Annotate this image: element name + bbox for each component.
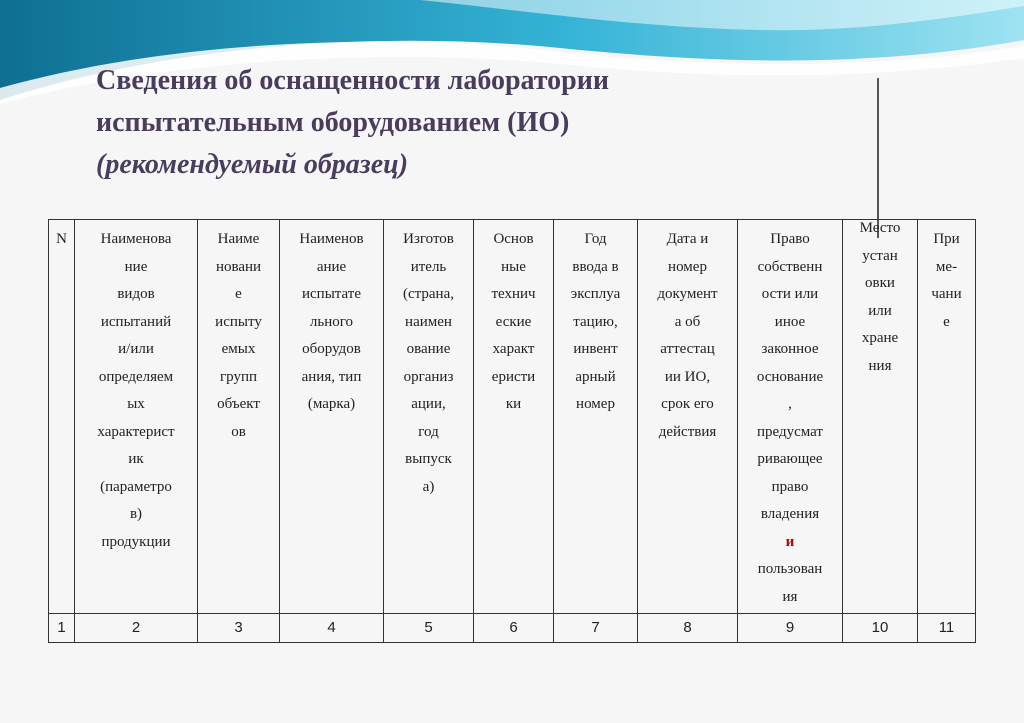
header-line: ик (128, 451, 144, 467)
header-line: еские (495, 313, 532, 330)
header-line: номер (576, 396, 615, 412)
header-text-5 (387, 226, 470, 501)
header-line: характ (492, 341, 535, 357)
header-line: Наиме (217, 231, 260, 247)
number-cell-2: 2 (75, 614, 198, 643)
header-line: технич (491, 286, 536, 302)
header-line: Место (859, 220, 901, 236)
header-cell-6 (474, 220, 554, 614)
header-line: ки (505, 396, 522, 412)
header-line: устан (862, 247, 898, 264)
number-cell-5: 5 (384, 614, 474, 643)
number-cell-3: 3 (198, 614, 280, 643)
header-line: и/или (118, 341, 154, 357)
header-text-1 (52, 226, 71, 254)
header-line: N (56, 231, 67, 247)
header-line: Основ (493, 231, 534, 247)
header-text-4 (283, 226, 380, 419)
header-line: (марка) (307, 396, 356, 412)
header-line: испытаний (100, 313, 172, 330)
header-line: действия (658, 423, 717, 440)
title-line-1: Сведения об оснащенности лаборатории (96, 65, 610, 96)
header-line: срок его (661, 396, 714, 412)
header-line: ния (868, 357, 892, 374)
header-cell-7 (554, 220, 638, 614)
header-cell-5 (384, 220, 474, 614)
header-line: оборудов (302, 341, 361, 357)
header-line: ние (124, 258, 148, 275)
header-text-6 (477, 226, 550, 419)
header-line: хране (861, 330, 899, 346)
header-line: Изготов (403, 231, 454, 247)
equipment-table (48, 219, 976, 643)
header-line: е (235, 286, 242, 302)
header-line: Право (770, 231, 810, 247)
header-line: льного (309, 313, 354, 330)
title-line-3: (рекомендуемый образец) (96, 149, 409, 180)
header-cell-9 (738, 220, 843, 614)
header-line: Наименова (100, 231, 172, 247)
header-text-2 (78, 226, 194, 556)
header-cell-8 (638, 220, 738, 614)
header-line: документ (657, 286, 718, 302)
header-line: ания, тип (301, 368, 362, 385)
header-line: ные (501, 258, 526, 275)
header-line: ование (406, 341, 451, 357)
header-cell-1 (49, 220, 75, 614)
header-cell-4 (280, 220, 384, 614)
header-line: эксплуа (570, 286, 621, 302)
header-line: основание (756, 368, 824, 385)
header-line: еристи (491, 368, 536, 385)
number-cell-8: 8 (638, 614, 738, 643)
header-line: организ (403, 368, 454, 385)
header-line: владения (760, 506, 820, 522)
header-text-9 (741, 226, 839, 611)
header-cell-10 (843, 220, 918, 614)
header-line: а об (674, 313, 701, 330)
number-cell-11: 11 (918, 614, 976, 643)
header-line: испыту (215, 313, 262, 330)
header-line: тацию, (573, 313, 618, 330)
header-line: ации, (411, 396, 446, 412)
header-line: объект (217, 396, 260, 412)
header-line: определяем (98, 368, 174, 385)
header-line: ия (782, 588, 798, 605)
header-line: ии ИО, (664, 368, 711, 385)
number-cell-6: 6 (474, 614, 554, 643)
header-line: испытате (301, 286, 361, 302)
header-line: При (933, 231, 960, 247)
header-line: , (788, 396, 792, 412)
header-cell-2 (75, 220, 198, 614)
header-line: или (868, 302, 892, 319)
header-line: Год (584, 231, 607, 247)
header-line: Дата и (666, 231, 709, 247)
header-line: год (418, 423, 439, 440)
header-line: арный (575, 368, 616, 385)
title-line-2: испытательным оборудованием (ИО) (96, 107, 570, 138)
header-line: характерист (97, 423, 175, 440)
header-line: Наименов (299, 231, 364, 247)
number-cell-7: 7 (554, 614, 638, 643)
header-line: (параметро (100, 478, 172, 495)
number-cell-10: 10 (843, 614, 918, 643)
header-text-3 (201, 226, 276, 446)
header-line: ме- (935, 258, 958, 275)
header-line: ости или (761, 286, 819, 302)
header-line: новани (215, 258, 262, 275)
header-line: собственн (757, 258, 823, 275)
header-line: ов (231, 423, 246, 440)
header-line: наимен (405, 313, 452, 330)
header-line: право (771, 478, 809, 495)
header-text-10 (846, 215, 914, 380)
header-line: а) (422, 478, 435, 495)
header-line: ых (127, 396, 145, 412)
header-line: аттестац (660, 341, 715, 357)
header-line: ввода в (572, 258, 619, 275)
header-line: е (943, 313, 950, 330)
header-cell-11 (918, 220, 976, 614)
header-cell-3 (198, 220, 280, 614)
header-line: законное (761, 341, 819, 357)
header-text-8 (641, 226, 734, 446)
header-line: иное (774, 313, 806, 330)
header-text-7 (557, 226, 634, 419)
header-line: видов (117, 286, 155, 302)
header-line: овки (865, 275, 895, 291)
header-line: (страна, (403, 286, 454, 302)
header-line: выпуск (405, 451, 452, 467)
number-cell-1: 1 (49, 614, 75, 643)
number-cell-9: 9 (738, 614, 843, 643)
header-line: продукции (101, 533, 171, 550)
header-line: емых (221, 341, 256, 357)
header-line: групп (219, 368, 257, 385)
header-line: ание (316, 258, 347, 275)
table-header-row (49, 220, 976, 614)
header-line: итель (410, 258, 447, 275)
header-line: в) (129, 506, 143, 522)
number-cell-4: 4 (280, 614, 384, 643)
table-number-row (49, 614, 976, 643)
header-line: и (785, 533, 795, 550)
header-line: ривающее (757, 451, 823, 467)
vertical-divider (877, 78, 879, 238)
header-line: предусмат (757, 423, 823, 440)
header-line: номер (668, 258, 707, 275)
header-text-11 (921, 226, 972, 336)
header-line: пользован (757, 561, 823, 577)
header-line: инвент (573, 341, 618, 357)
header-line: чани (931, 286, 962, 302)
slide-title (96, 60, 916, 186)
